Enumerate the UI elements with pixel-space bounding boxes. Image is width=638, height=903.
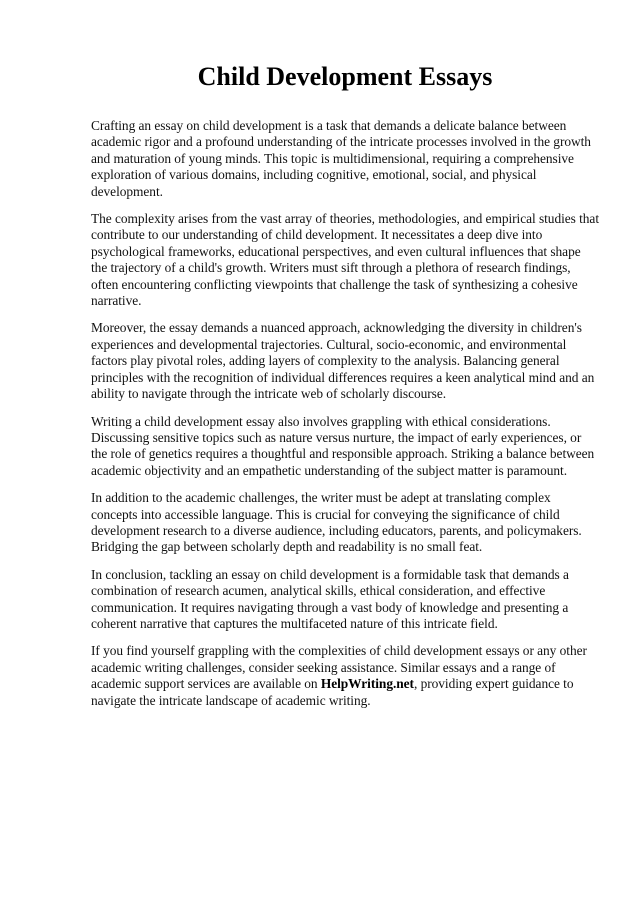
document-title: Child Development Essays	[197, 62, 493, 91]
paragraph-7-before: If you find yourself grappling with the complexities of child development essays or any other academic writing challenges, consider seeking assistance. Similar essays and a range of academic support services are available on	[91, 643, 587, 692]
paragraph-6: In conclusion, tackling an essay on child development is a formidable task that demands a combination of research acumen, analytical skills, ethical consideration, and effective communication. It requires navigating through a vast body of knowledge and presenting a coherent narrative that captures the multifaceted nature of this intricate field.	[91, 566, 569, 631]
document-page	[91, 62, 599, 720]
paragraph-4: Writing a child development essay also involves grappling with ethical considerations. Discussing sensitive topics such as nature versus nurture, the impact of early experiences, or the role of genetics requires a thoughtful and responsible approach. Striking a balance between academic objectivity and an empathetic understanding of the subject matter is paramount.	[91, 413, 595, 478]
paragraph-3: Moreover, the essay demands a nuanced approach, acknowledging the diversity in children's experiences and developmental trajectories. Cultural, socio-economic, and environmental factors play pivotal roles, adding layers of complexity to the analysis. Balancing general principles with the recognition of individual differences requires a keen analytical mind and an ability to navigate through the intricate web of scholarly discourse.	[91, 320, 595, 402]
brand-name: HelpWriting.net	[320, 676, 414, 692]
paragraph-7	[91, 643, 599, 709]
paragraph-1: Crafting an essay on child development is a task that demands a delicate balance between academic rigor and a profound understanding of the intricate processes involved in the growth and maturation of young minds. This topic is multidimensional, requiring a comprehensive exploration of various domains, including cognitive, emotional, social, and physical development.	[91, 118, 591, 199]
paragraph-7-after: , providing expert guidance to navigate the intricate landscape of academic writing.	[91, 676, 574, 708]
paragraph-2: The complexity arises from the vast array of theories, methodologies, and empirical studies that contribute to our understanding of child development. It necessitates a deep dive into psychological frameworks, educational perspectives, and even cultural influences that shape the trajectory of a child's growth. Writers must sift through a plethora of research findings, often encountering conflicting viewpoints that challenge the task of synthesizing a cohesive narrative.	[91, 211, 599, 309]
paragraph-5: In addition to the academic challenges, the writer must be adept at translating complex concepts into accessible language. This is crucial for conveying the significance of child development research to a diverse audience, including educators, parents, and policymakers. Bridging the gap between scholarly depth and readability is no small feat.	[91, 490, 582, 555]
